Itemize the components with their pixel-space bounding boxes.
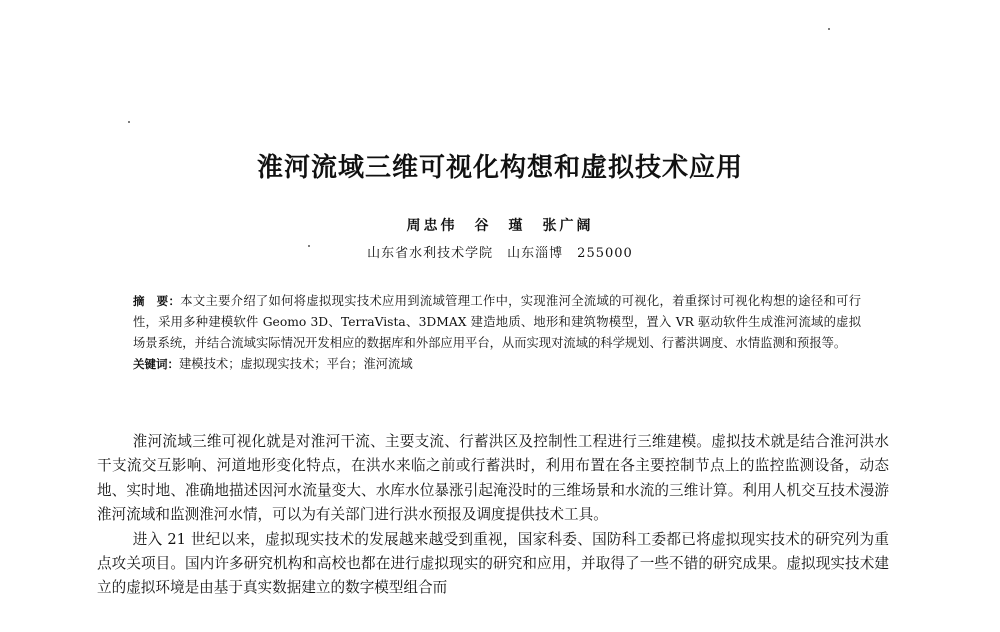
scan-speck <box>828 28 830 30</box>
scan-speck <box>128 121 130 123</box>
body-paragraph: 进入 21 世纪以来，虚拟现实技术的发展越来越受到重视，国家科委、国防科工委都已将虚拟现实技术的研究列为重点攻关项目。国内许多研究机构和高校也都在进行虚拟现实的研究和应用，并取得了一些不错的研究成果。虚拟现实技术建立的虚拟环境是由基于真实数据建立的数字模型组合而 <box>97 530 889 597</box>
author-affiliation: 山东省水利技术学院 山东淄博 255000 <box>367 246 633 261</box>
abstract-block <box>133 291 861 375</box>
abstract-label: 摘 要： <box>133 294 181 308</box>
body-text <box>97 430 889 601</box>
keywords-label: 关键词： <box>133 357 179 371</box>
keywords-paragraph <box>133 354 861 375</box>
author-list: 周忠伟 谷 瑾 张广阔 <box>406 218 594 234</box>
keywords-text: 建模技术；虚拟现实技术；平台；淮河流域 <box>179 357 413 371</box>
abstract-text: 本文主要介绍了如何将虚拟现实技术应用到流域管理工作中，实现淮河全流域的可视化，着重探讨可视化构想的途径和可行性，采用多种建模软件 Geomo 3D、TerraVista、3DMAX 建造地质、地形和建筑物模型，置入 VR 驱动软件生成淮河流域的虚拟场景系统，并结合流域实际情况开发相应的数据库和外部应用平台，从而实现对流域的科学规划、行蓄洪调度、水情监测和预报等。 <box>133 294 861 350</box>
body-paragraph: 淮河流域三维可视化就是对淮河干流、主要支流、行蓄洪区及控制性工程进行三维建模。虚拟技术就是结合淮河洪水干支流交互影响、河道地形变化特点，在洪水来临之前或行蓄洪时，利用布置在各主要控制节点上的监控监测设备，动态地、实时地、准确地描述因河水流量变大、水库水位暴涨引起淹没时的三维场景和水流的三维计算。利用人机交互技术漫游淮河流域和监测淮河水情，可以为有关部门进行洪水预报及调度提供技术工具。 <box>97 433 889 524</box>
abstract-paragraph <box>133 291 861 354</box>
paper-title: 淮河流域三维可视化构想和虚拟技术应用 <box>256 153 743 183</box>
